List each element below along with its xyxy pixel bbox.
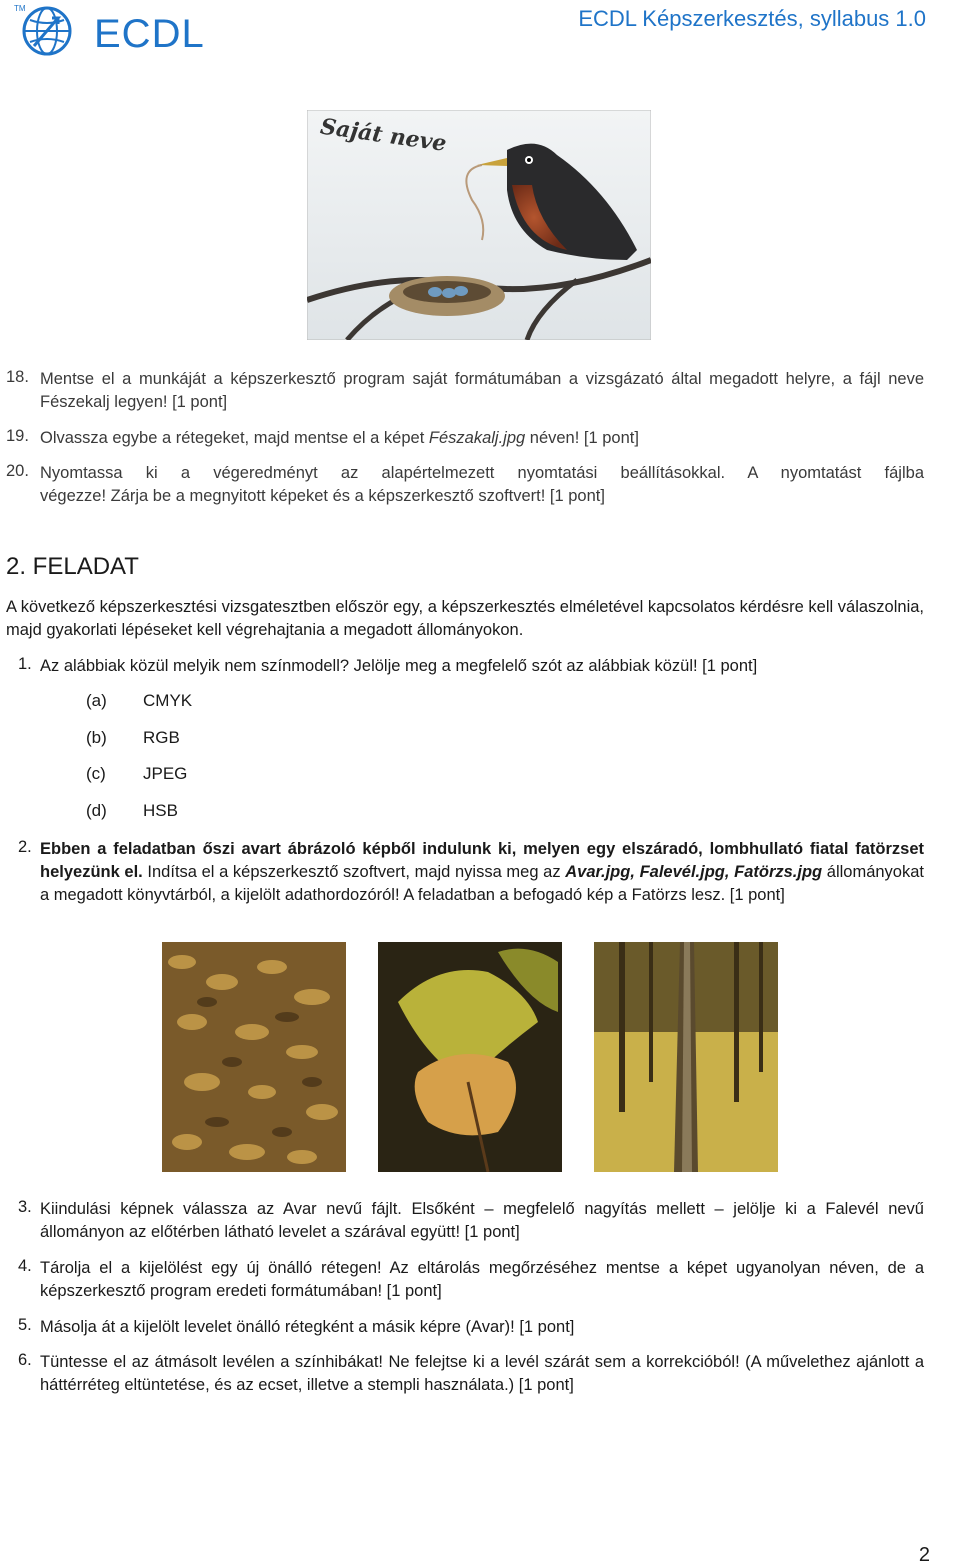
task-text: Mentse el a munkáját a képszerkesztő program saját formátumában a vizsgázató által megadott helyre, a fájl neve Fészekalj legyen! [1 pont] [40,370,924,411]
task-text-part: Olvassza egybe a rétegeket, majd mentse el a képet [40,429,429,447]
logo-text: ECDL [94,12,205,56]
option-value[interactable]: CMYK [143,691,193,710]
question-text-part: állományokat a megadott könyvtárból, a kijelölt adathordozóról! A feladatban a befogadó kép a Fatörzs lesz. [1 pont] [40,863,924,904]
option-label: (a) [86,691,107,710]
task-number: 5. [18,1316,32,1334]
globe-icon [22,6,72,56]
option-value[interactable]: JPEG [143,764,188,783]
task-text [40,462,924,508]
task-number: 6. [18,1351,32,1369]
avar-leaves-photo [162,942,346,1172]
file-name: Falevél [639,863,696,881]
task-text-part: néven! [1 pont] [525,429,639,447]
option-label: (d) [86,801,107,820]
task-text: Másolja át a kijelölt levelet önálló rétegként a másik képre (Avar)! [1 pont] [40,1318,575,1336]
document-title: ECDL Képszerkesztés, syllabus 1.0 [578,6,926,31]
page-number: 2 [918,1544,930,1566]
task-text-line: végezze! Zárja be a megnyitott képeket és a képszerkesztő szoftvert! [1 pont] [40,487,605,505]
option-value[interactable]: RGB [143,728,180,747]
option-value[interactable]: HSB [143,801,178,820]
task-text [40,427,924,450]
task-text-line: Nyomtassa ki a végeredményt az alapértelmezett nyomtatási beállításokkal. A nyomtatást fájlba [40,464,924,482]
image-caption: Saját neve [318,113,448,157]
fatorzs-trunk-photo [594,942,778,1172]
question-number: 2. [18,838,32,856]
task-text: Tárolja el a kijelölést egy új önálló rétegen! Az eltárolás megőrzéséhez mentse a képet ugyanolyan néven, de a képszerkesztő program eredeti formátumában! [1 pont] [40,1259,924,1300]
question-text: Az alábbiak közül melyik nem színmodell? Jelölje meg a megfelelő szót az alábbiak közül! [1 pont] [40,657,758,675]
question-text-part: Indítsa el a képszerkesztő szoftvert, majd nyissa meg az [142,863,566,881]
question-bold-text: Ebben a feladatban őszi avart ábrázoló képből indulunk ki, melyen egy elszáradó, lombhullató fiatal fatörzset helyezünk el. [40,840,924,881]
task-number: 3. [18,1198,32,1216]
task-text: Kiindulási képnek válassza az Avar nevű fájlt. Elsőként – megfelelő nagyítás mellett – jelölje ki a Falevél nevű állományon az előtérben látható levelet a szárával együtt! [1 pont] [40,1200,924,1241]
question-number: 1. [18,655,32,673]
question-text [40,838,924,907]
file-name: Fatörzs [734,863,793,881]
section-intro: A következő képszerkesztési vizsgatesztben először egy, a képszerkesztés elméletével kapcsolatos kérdésre kell válaszolnia, majd gyakorlati lépéseket kell végrehajtania a megadott állományokon. [6,598,924,639]
trademark-mark: TM [14,4,26,13]
task-number: 20. [6,462,29,480]
option-label: (c) [86,764,106,783]
file-name: Fészakalj.jpg [428,429,526,447]
ecdl-logo [14,4,214,60]
option-label: (b) [86,728,107,747]
falevel-leaf-photo [378,942,562,1172]
file-ext: .jpg, [695,863,735,881]
file-name: Avar [565,863,602,881]
task-number: 4. [18,1257,32,1275]
task-number: 18. [6,368,29,386]
task-text: Tüntesse el az átmásolt levélen a színhibákat! Ne felejtse ki a levél szárát sem a korrekcióból! (A művelethez ajánlott a háttérréteg eltüntetése, és az ecset, illetve a stempli használata.) [1 pont] [40,1353,924,1394]
page-header [0,0,960,60]
file-ext: .jpg [792,863,823,881]
task-number: 19. [6,427,29,445]
file-ext: .jpg, [601,863,640,881]
robin-nest-image [307,110,651,340]
section-heading: 2. FELADAT [6,553,139,580]
